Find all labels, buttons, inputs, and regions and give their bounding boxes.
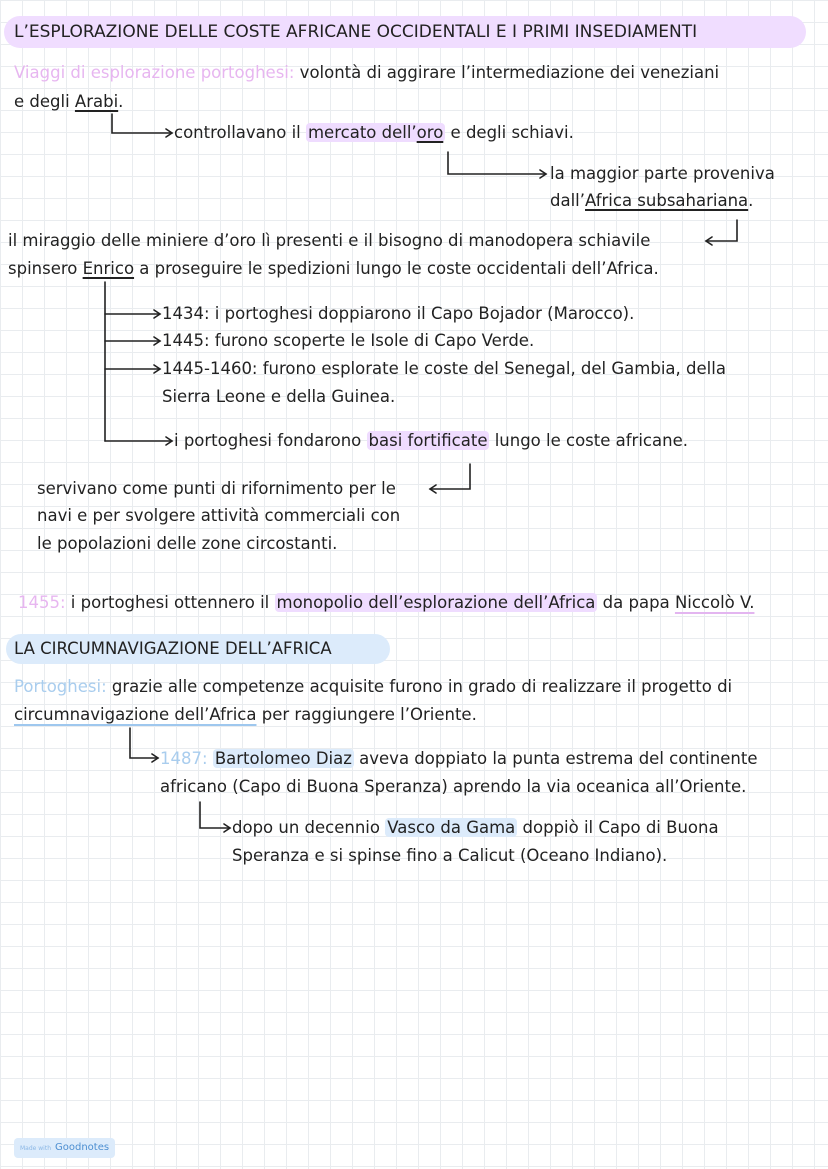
p8-circumnavigazione: circumnavigazione dell’Africa xyxy=(14,705,257,724)
p10-line2: Speranza e si spinse fino a Calicut (Oceano Indiano). xyxy=(232,846,668,865)
p8-line1 xyxy=(14,676,732,698)
p4-text-a: spinsero xyxy=(8,259,83,278)
p6-line1: servivano come punti di rifornimento per le xyxy=(37,479,396,498)
p3-text-b: . xyxy=(748,191,754,210)
p3-line1: la maggior parte proveniva xyxy=(550,164,775,183)
p8-text-b: per raggiungere l’Oriente. xyxy=(256,705,477,724)
arrow-1487 xyxy=(130,728,158,758)
p5-text-a: i portoghesi fondarono xyxy=(174,431,367,450)
p7-text-b: da papa xyxy=(597,593,675,612)
p7-highlight: monopolio dell’esplorazione dell’Africa xyxy=(276,593,596,612)
p4-line2 xyxy=(8,258,659,280)
event-1445: 1445: furono scoperte le Isole di Capo Verde. xyxy=(162,331,535,350)
p7-line xyxy=(18,592,754,614)
page-title: L’ESPLORAZIONE DELLE COSTE AFRICANE OCCIDENTALI E I PRIMI INSEDIAMENTI xyxy=(14,22,698,42)
p3-line2 xyxy=(550,190,753,212)
p6-line2: navi e per svolgere attività commerciali con xyxy=(37,506,401,525)
p9-line2: africano (Capo di Buona Speranza) aprendo la via oceanica all’Oriente. xyxy=(160,777,747,796)
arrow-arabi xyxy=(112,114,172,133)
p2-text-b: e degli schiavi. xyxy=(445,123,574,142)
p2-line xyxy=(174,122,574,144)
p1-text-c: . xyxy=(118,92,124,111)
p9-line1 xyxy=(160,748,758,770)
p1-text-b: e degli xyxy=(14,92,75,111)
p9-name: Bartolomeo Diaz xyxy=(214,749,352,768)
p4-enrico: Enrico xyxy=(82,259,135,278)
p4-text-b: a proseguire le spedizioni lungo le coste occidentali dell’Africa. xyxy=(134,259,659,278)
p2-text-a: controllavano il xyxy=(174,123,306,142)
section2-title: LA CIRCUMNAVIGAZIONE DELL’AFRICA xyxy=(14,639,332,658)
p10-text-a: dopo un decennio xyxy=(232,818,386,837)
p8-line2 xyxy=(14,704,477,726)
p7-papa: Niccolò V. xyxy=(674,593,755,612)
p8-text-a: grazie alle competenze acquisite furono in grado di realizzare il progetto di xyxy=(106,677,733,696)
event-1434: 1434: i portoghesi doppiarono il Capo Bojador (Marocco). xyxy=(162,304,635,323)
p2-highlight xyxy=(306,123,445,142)
p3-africa: Africa subsahariana xyxy=(585,191,749,210)
p9-year: 1487: xyxy=(160,749,208,768)
p6-line3: le popolazioni delle zone circostanti. xyxy=(37,534,338,553)
p10-line1 xyxy=(232,817,719,839)
p1-arabi: Arabi xyxy=(74,92,119,111)
p7-text-a: i portoghesi ottennero il xyxy=(65,593,275,612)
goodnotes-badge xyxy=(14,1138,115,1158)
footer-brand: Goodnotes xyxy=(55,1142,110,1153)
p8-label: Portoghesi: xyxy=(14,677,107,696)
p2-hl-text: mercato dell’ xyxy=(307,123,417,142)
p4-line1: il miraggio delle miniere d’oro lì presenti e il bisogno di manodopera schiavile xyxy=(8,231,651,250)
p7-year: 1455: xyxy=(18,593,66,612)
p1-line2 xyxy=(14,91,123,113)
p1-text-a: volontà di aggirare l’intermediazione dei veneziani xyxy=(294,63,720,82)
event-1445-1460-cont: Sierra Leone e della Guinea. xyxy=(162,387,396,406)
p10-text-b: doppiò il Capo di Buona xyxy=(517,818,719,837)
p1-line1 xyxy=(14,62,719,84)
p2-oro: oro xyxy=(416,123,444,142)
footer-made-with: Made with xyxy=(20,1145,51,1152)
p5-highlight: basi fortificate xyxy=(368,431,488,450)
p5-text-b: lungo le coste africane. xyxy=(489,431,688,450)
arrow-oro xyxy=(448,152,546,174)
p5-line xyxy=(174,430,688,452)
p3-text-a: dall’ xyxy=(550,191,585,210)
p9-text-b: aveva doppiato la punta estrema del continente xyxy=(353,749,758,768)
p1-label: Viaggi di esplorazione portoghesi: xyxy=(14,63,295,82)
event-1445-1460: 1445-1460: furono esplorate le coste del Senegal, del Gambia, della xyxy=(162,359,726,378)
p10-name: Vasco da Gama xyxy=(387,818,516,837)
